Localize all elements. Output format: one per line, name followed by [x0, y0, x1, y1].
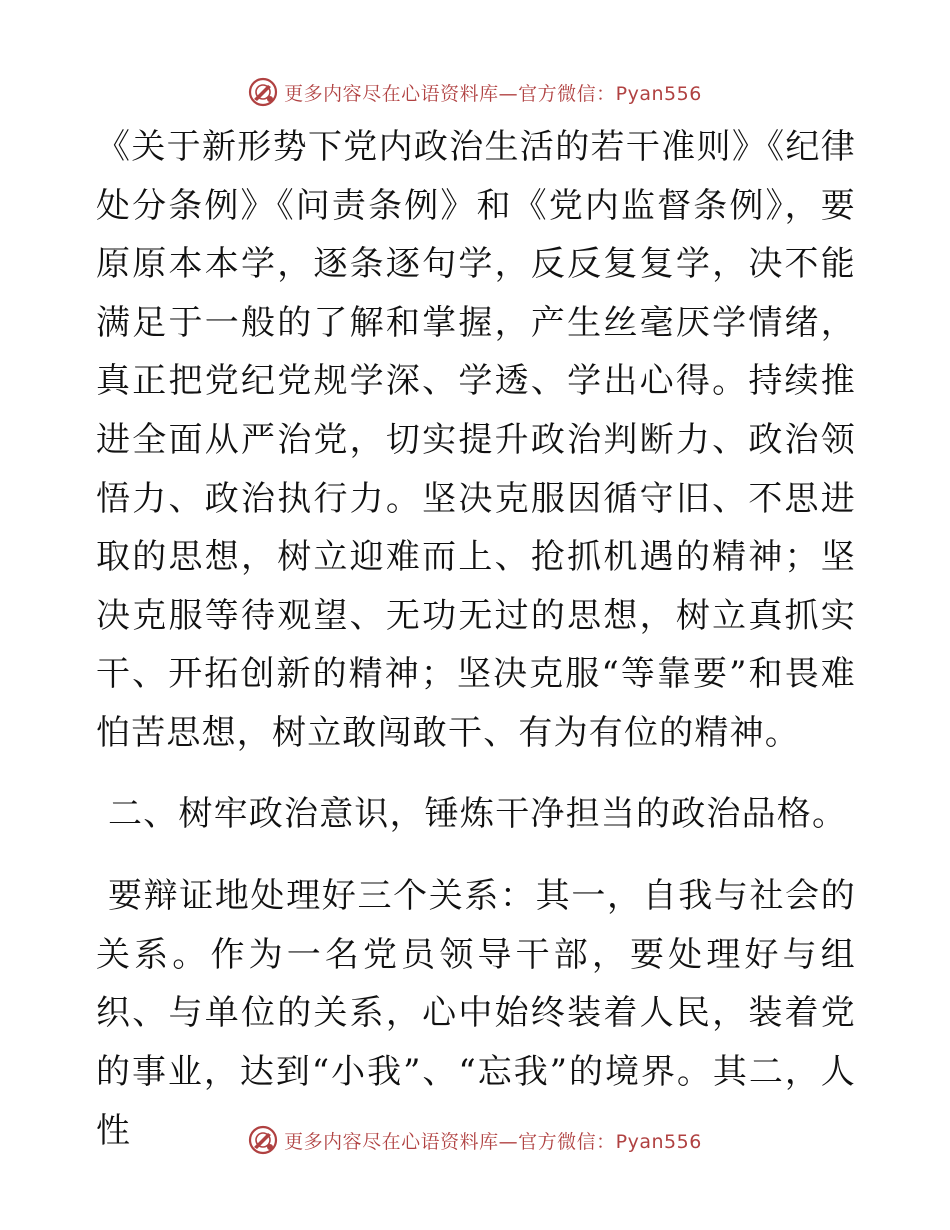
header-watermark [0, 72, 950, 112]
body-paragraph: 《关于新形势下党内政治生活的若干准则》《纪律处分条例》《问责条例》和《党内监督条例》，要原原本本学，逐条逐句学，反反复复学，决不能满足于一般的了解和掌握，产生丝毫厌学情绪，真正把党纪党规学深、学透、学出心得。持续推进全面从严治党，切实提升政治判断力、政治领悟力、政治执行力。坚决克服因循守旧、不思进取的思想，树立迎难而上、抢抓机遇的精神；坚决克服等待观望、无功无过的思想，树立真抓实干、开拓创新的精神；坚决克服“等靠要”和畏难怕苦思想，树立敢闯敢干、有为有位的精神。 [96, 127, 856, 753]
footer-watermark [0, 1120, 950, 1160]
watermark-text: 更多内容尽在心语资料库—官方微信：Pyan556 [284, 1130, 702, 1153]
seal-logo-icon [248, 77, 278, 107]
seal-logo-icon [248, 1125, 278, 1155]
body-paragraph: 要辩证地处理好三个关系：其一，自我与社会的关系。作为一名党员领导干部，要处理好与组织、与单位的关系，心中始终装着人民，装着党的事业，达到“小我”、“忘我”的境界。其二，人性 [96, 876, 856, 1151]
watermark-text: 更多内容尽在心语资料库—官方微信：Pyan556 [284, 82, 702, 105]
section-heading: 二、树牢政治意识，锤炼干净担当的政治品格。 [108, 793, 848, 834]
document-body [96, 118, 856, 1160]
